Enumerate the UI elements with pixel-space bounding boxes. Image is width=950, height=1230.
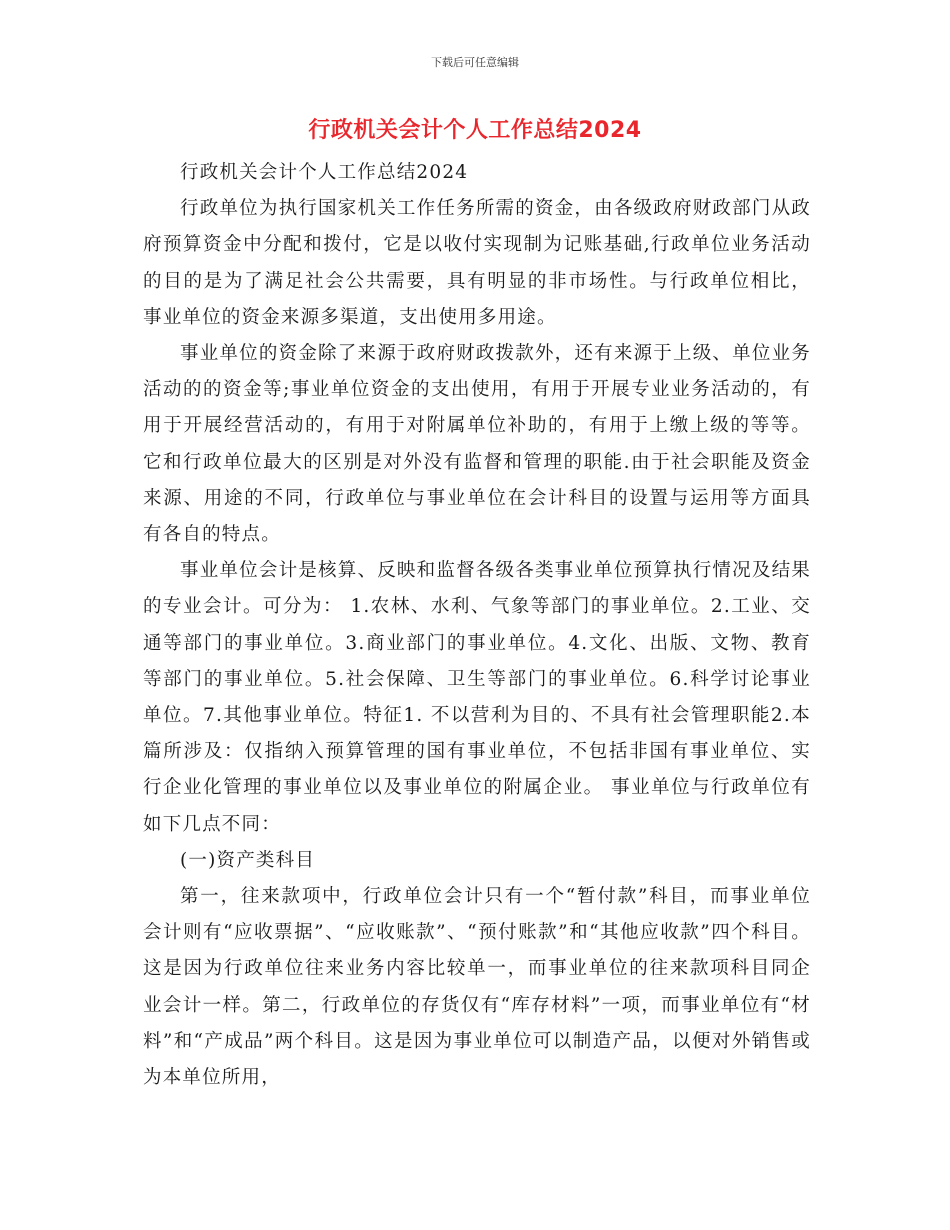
paragraph-subtitle: 行政机关会计个人工作总结2024 [180, 162, 469, 183]
section-heading: (一)资产类科目 [180, 849, 316, 871]
paragraph: 行政单位为执行国家机关工作任务所需的资金，由各级政府财政部门从政府预算资金中分配和拨付，它是以收付实现制为记账基础,行政单位业务活动的目的是为了满足社会公共需要，具有明显的非市场性。与行政单位相比，事业单位的资金来源多渠道，支出使用多用途。 [143, 198, 811, 328]
document-body [143, 155, 811, 1096]
document-title: 行政机关会计个人工作总结2024 [308, 118, 642, 143]
paragraph: 事业单位会计是核算、反映和监督各级各类事业单位预算执行情况及结果的专业会计。可分为： 1.农林、水利、气象等部门的事业单位。2.工业、交通等部门的事业单位。3.商业部门的事业单位。4.文化、出版、文物、教育等部门的事业单位。5.社会保障、卫生等部门的事业单位。6.科学讨论事业单位。7.其他事业单位。特征1. 不以营利为目的、不具有社会管理职能2.本篇所涉及：仅指纳入预算管理的国有事业单位，不包括非国有事业单位、实行企业化管理的事业单位以及事业单位的附属企业。 事业单位与行政单位有如下几点不同： [143, 560, 811, 835]
paragraph: 第一，往来款项中，行政单位会计只有一个“暂付款”科目，而事业单位会计则有“应收票据”、“应收账款”、“预付账款”和“其他应收款”四个科目。这是因为行政单位往来业务内容比较单一，而事业单位的往来款项科目同企业会计一样。第二，行政单位的存货仅有“库存材料”一项，而事业单位有“材料”和“产成品”两个科目。这是因为事业单位可以制造产品，以便对外销售或为本单位所用， [143, 886, 811, 1089]
header-note: 下载后可任意编辑 [431, 56, 519, 69]
paragraph: 事业单位的资金除了来源于政府财政拨款外，还有来源于上级、单位业务活动的的资金等;事业单位资金的支出使用，有用于开展专业业务活动的，有用于开展经营活动的，有用于对附属单位补助的，有用于上缴上级的等等。它和行政单位最大的区别是对外没有监督和管理的职能.由于社会职能及资金来源、用途的不同，行政单位与事业单位在会计科目的设置与运用等方面具有各自的特点。 [143, 343, 811, 546]
